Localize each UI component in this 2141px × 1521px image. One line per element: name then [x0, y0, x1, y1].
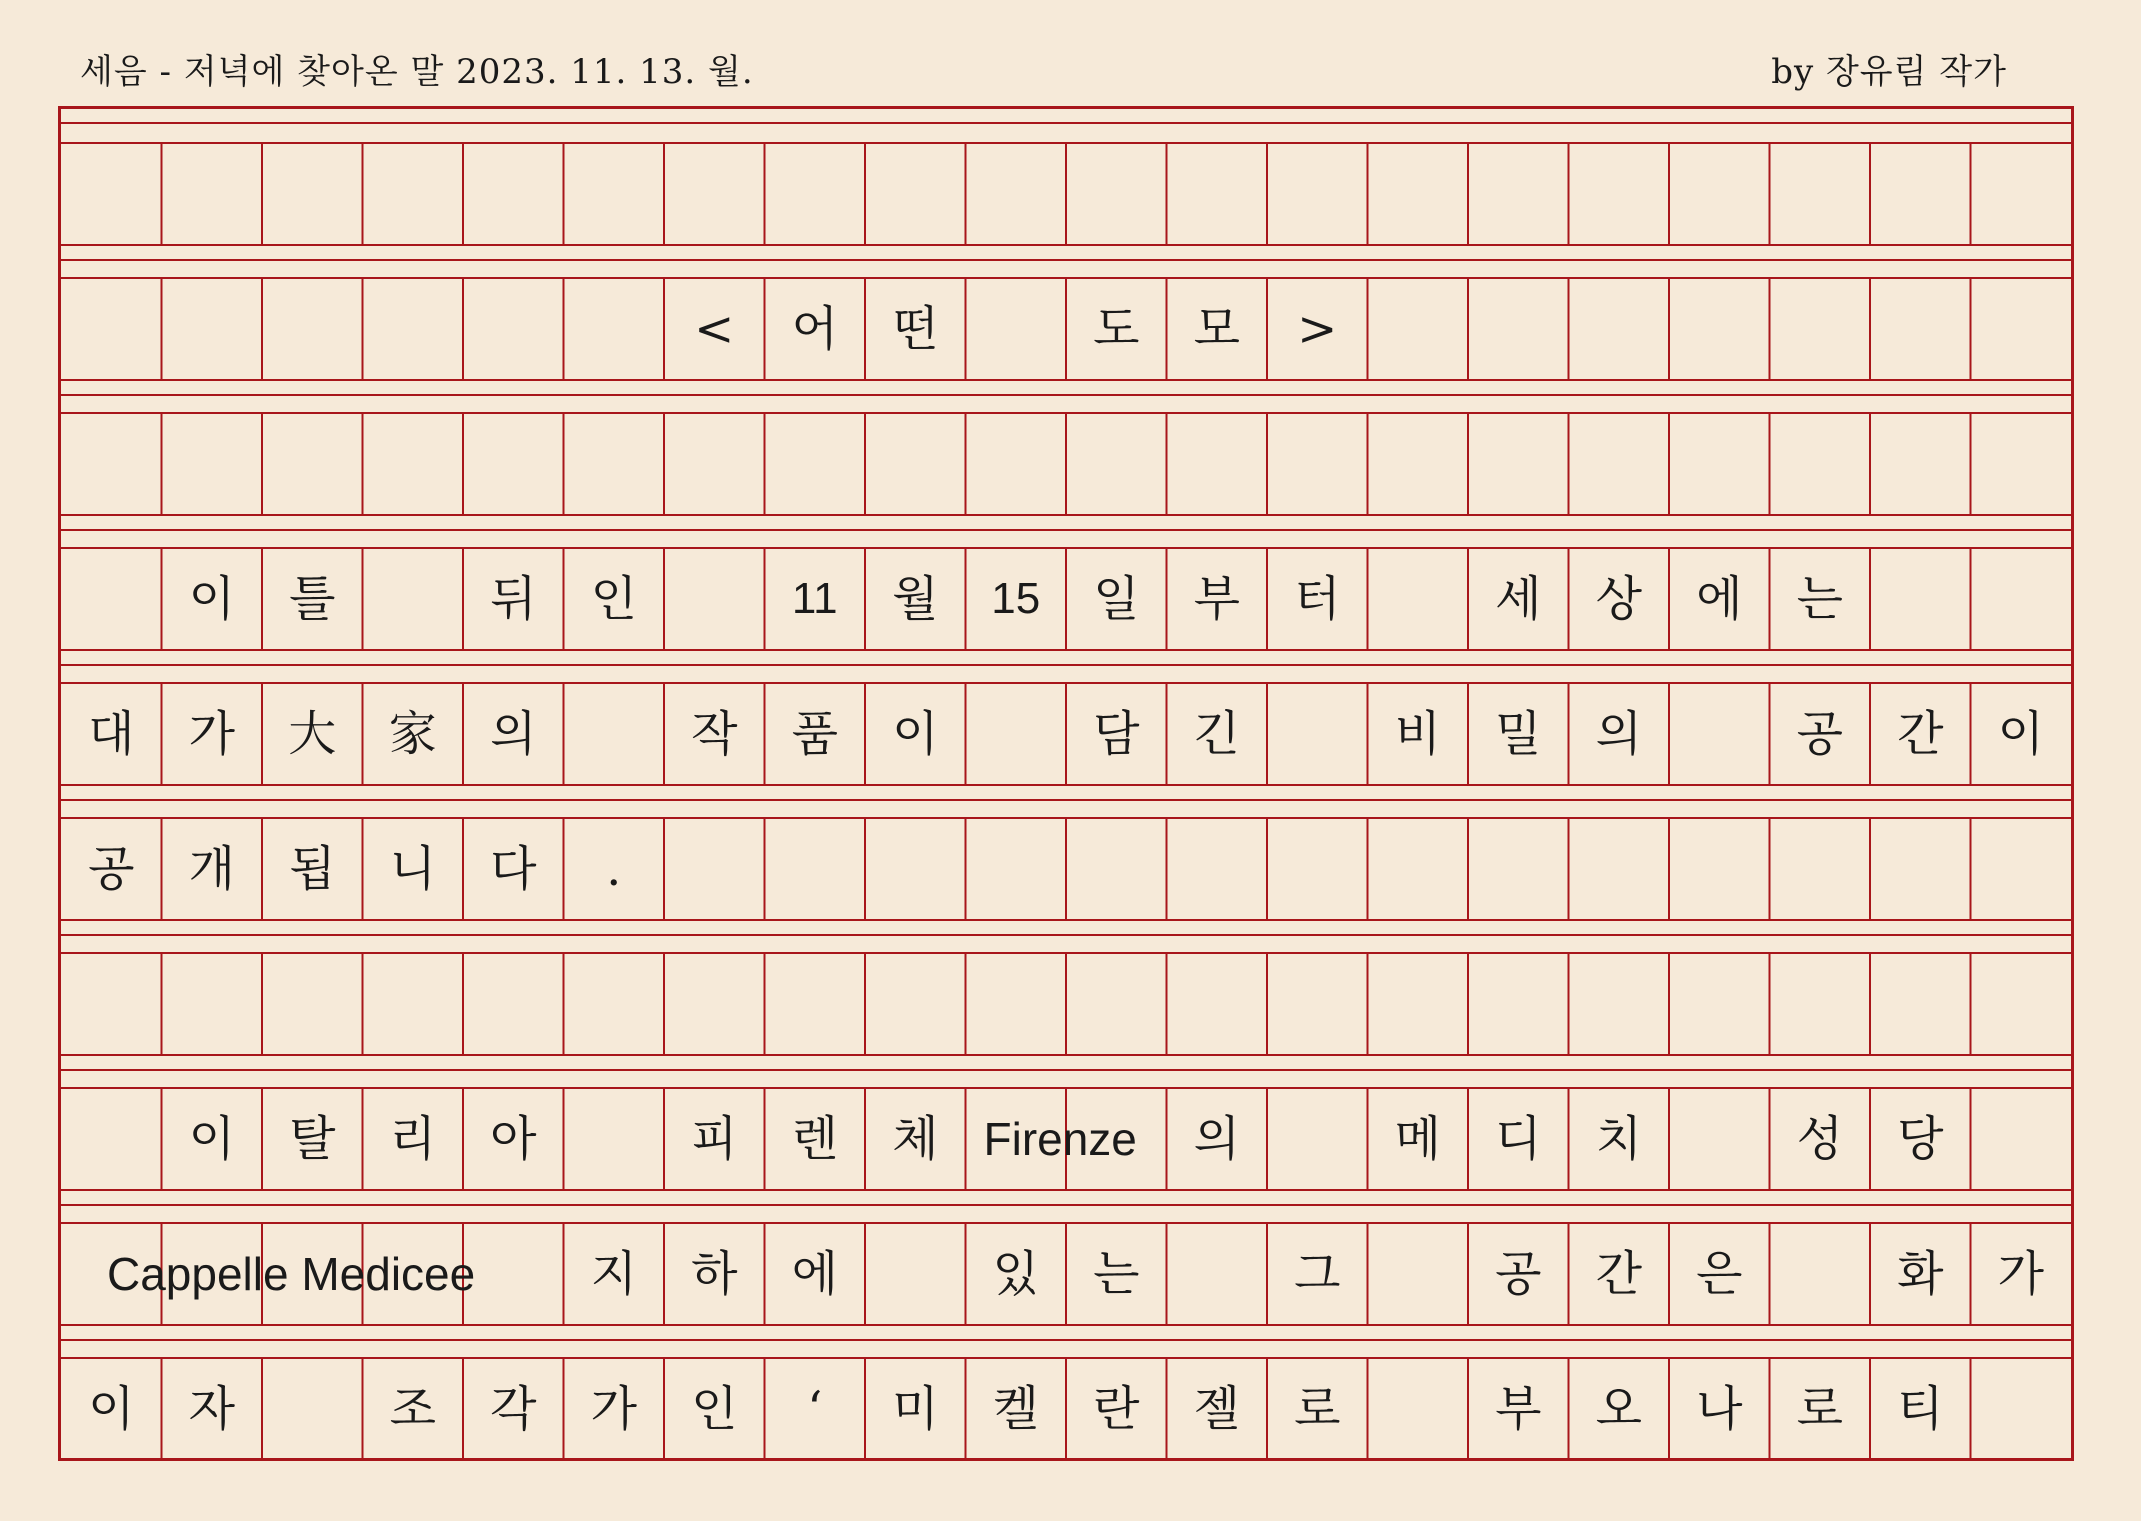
document-title: 세음 - 저녁에 찾아온 말 2023. 11. 13. 월. — [80, 52, 754, 92]
grid-character: 가 — [188, 706, 235, 762]
grid-character: 간 — [1897, 706, 1944, 762]
grid-character: 체 — [892, 1111, 939, 1167]
grid-character: 란 — [1093, 1381, 1140, 1437]
grid-character: 의 — [1193, 1111, 1240, 1167]
grid-character: 간 — [1595, 1246, 1642, 1302]
grid-character: 오 — [1595, 1381, 1642, 1437]
author-credit: by 장유림 작가 — [1771, 52, 2007, 92]
grid-character: 다 — [490, 841, 537, 897]
grid-character: 렌 — [791, 1111, 838, 1167]
grid-character: 틀 — [289, 571, 336, 627]
grid-character: 에 — [1696, 571, 1743, 627]
grid-character: 모 — [1193, 301, 1240, 357]
grid-character: 니 — [389, 841, 436, 897]
grid-character: 에 — [791, 1246, 838, 1302]
grid-character: 치 — [1595, 1111, 1642, 1167]
grid-character: 그 — [1294, 1246, 1341, 1302]
grid-character: 터 — [1294, 571, 1341, 627]
grid-character: 조 — [389, 1381, 436, 1437]
grid-character: 월 — [892, 571, 939, 627]
grid-character: 밀 — [1495, 706, 1542, 762]
grid-character: 은 — [1696, 1246, 1743, 1302]
grid-character: 家 — [388, 706, 437, 762]
grid-character: 로 — [1796, 1381, 1843, 1437]
grid-character: 大 — [288, 706, 337, 762]
grid-character: 비 — [1394, 706, 1441, 762]
grid-character: 긴 — [1193, 706, 1240, 762]
grid-character: 하 — [691, 1246, 738, 1302]
grid-character: 탈 — [289, 1111, 336, 1167]
grid-character: 공 — [88, 841, 135, 897]
grid-character: 인 — [590, 571, 637, 627]
grid-character: 미 — [892, 1381, 939, 1437]
grid-character: > — [1297, 301, 1338, 357]
grid-character: 이 — [1997, 706, 2044, 762]
grid-character: 당 — [1897, 1111, 1944, 1167]
grid-character: 있 — [992, 1246, 1039, 1302]
manuscript-grid-sheet — [58, 106, 2074, 1461]
grid-character: 개 — [188, 841, 235, 897]
grid-character: 됩 — [289, 841, 336, 897]
grid-character: 나 — [1696, 1381, 1743, 1437]
grid-character: 로 — [1294, 1381, 1341, 1437]
grid-character: 자 — [188, 1381, 235, 1437]
grid-character: 도 — [1093, 301, 1140, 357]
grid-character: 공 — [1796, 706, 1843, 762]
grid-character: 아 — [490, 1111, 537, 1167]
grid-character: 지 — [590, 1246, 637, 1302]
grid-character: 는 — [1093, 1246, 1140, 1302]
grid-character: 상 — [1595, 571, 1642, 627]
grid-character: 품 — [791, 706, 838, 762]
grid-character: 이 — [892, 706, 939, 762]
grid-character: 세 — [1495, 571, 1542, 627]
grid-character: 의 — [490, 706, 537, 762]
grid-character: 티 — [1897, 1381, 1944, 1437]
grid-character: 켈 — [992, 1381, 1039, 1437]
grid-character: 일 — [1093, 571, 1140, 627]
grid-character: ‘ — [807, 1381, 823, 1437]
grid-character: 디 — [1495, 1111, 1542, 1167]
grid-character: . — [606, 841, 622, 897]
grid-character: 는 — [1796, 571, 1843, 627]
grid-character: 공 — [1495, 1246, 1542, 1302]
grid-character: 피 — [691, 1111, 738, 1167]
grid-character: 각 — [490, 1381, 537, 1437]
grid-character: 성 — [1796, 1111, 1843, 1167]
grid-character: 젤 — [1193, 1381, 1240, 1437]
grid-character: 15 — [991, 574, 1041, 623]
grid-character: 의 — [1595, 706, 1642, 762]
grid-character: 담 — [1093, 706, 1140, 762]
grid-character: 가 — [590, 1381, 637, 1437]
grid-character: 인 — [691, 1381, 738, 1437]
grid-character: 뒤 — [490, 571, 537, 627]
grid-character: 이 — [188, 1111, 235, 1167]
grid-character: 가 — [1997, 1246, 2044, 1302]
grid-character: 어 — [791, 301, 838, 357]
grid-character: 이 — [88, 1381, 135, 1437]
grid-text-span: Firenze — [983, 1113, 1137, 1165]
grid-character: 화 — [1897, 1246, 1944, 1302]
grid-character: < — [694, 301, 735, 357]
grid-character: 이 — [188, 571, 235, 627]
grid-character: 리 — [389, 1111, 436, 1167]
grid-text-span: Cappelle Medicee — [107, 1248, 476, 1300]
grid-character: 메 — [1394, 1111, 1441, 1167]
grid-character: 떤 — [892, 301, 939, 357]
grid-character: 대 — [88, 706, 135, 762]
grid-character: 부 — [1495, 1381, 1542, 1437]
grid-character: 부 — [1193, 571, 1240, 627]
grid-character: 작 — [691, 706, 738, 762]
grid-character: 11 — [791, 574, 838, 623]
